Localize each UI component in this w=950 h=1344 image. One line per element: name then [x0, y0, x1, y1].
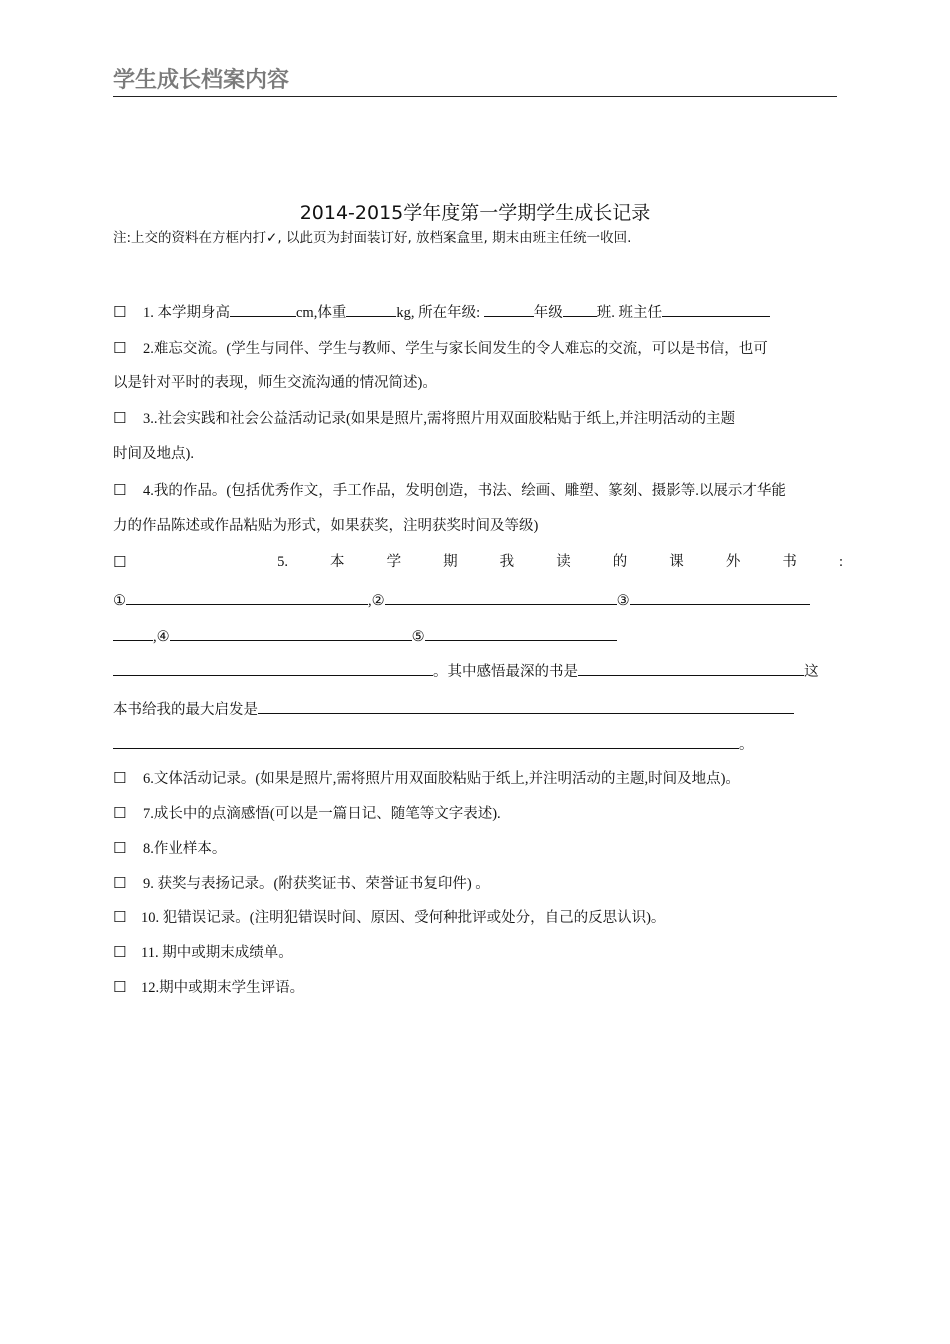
- item-12-text: 12.期中或期末学生评语。: [141, 980, 305, 996]
- item-9-text: 9. 获奖与表扬记录。(附获奖证书、荣誉证书复印件) 。: [143, 876, 490, 892]
- item-6-text: 6.文体活动记录。(如果是照片,需将照片用双面胶粘贴于纸上,并注明活动的主题,时间及地点)。: [143, 771, 740, 787]
- book-3-field-cont[interactable]: [113, 625, 153, 641]
- book-3-field[interactable]: [630, 589, 810, 605]
- item-1-text-c: kg, 所在年级:: [396, 305, 484, 321]
- item-1-text-e: 班. 班主任: [596, 305, 662, 321]
- checkbox-item-4[interactable]: ☐: [113, 481, 127, 499]
- item-5-word: :: [838, 554, 843, 570]
- item-8-row: [113, 837, 843, 860]
- most-moved-label: 。其中感悟最深的书是: [433, 664, 578, 680]
- item-5-word: 的: [612, 554, 628, 570]
- item-5-word: 课: [669, 554, 684, 570]
- item-1-text-d: 年级: [533, 305, 563, 321]
- weight-field[interactable]: [346, 301, 396, 317]
- checkbox-item-5[interactable]: ☐: [113, 553, 127, 571]
- books-row-3: [113, 660, 843, 683]
- books-row-2: [113, 625, 843, 648]
- item-5-word: 本: [330, 554, 345, 570]
- checkbox-item-12[interactable]: ☐: [113, 978, 127, 996]
- most-moved-book-field[interactable]: [578, 660, 804, 676]
- checkbox-item-9[interactable]: ☐: [113, 874, 127, 892]
- item-4-line-1: 4.我的作品。(包括优秀作文，手工作品，发明创造，书法、绘画、雕塑、篆刻、摄影等.以展示才华能: [143, 483, 786, 499]
- book-1-field[interactable]: [126, 589, 368, 605]
- checkbox-item-2[interactable]: ☐: [113, 339, 127, 357]
- checkbox-item-10[interactable]: ☐: [113, 908, 127, 926]
- book-number-1: ①: [113, 593, 126, 609]
- item-9-row: [113, 872, 843, 895]
- item-1-row: [113, 301, 843, 324]
- item-8-text: 8.作业样本。: [143, 841, 227, 857]
- item-5-word: 期: [443, 554, 458, 570]
- item-4-row: [113, 479, 843, 502]
- item-7-text: 7.成长中的点滴感悟(可以是一篇日记、随笔等文字表述).: [143, 806, 501, 822]
- head-teacher-field[interactable]: [662, 301, 770, 317]
- inspiration-row: [113, 698, 843, 721]
- book-number-3: ③: [616, 593, 630, 609]
- item-10-text: 10. 犯错误记录。(注明犯错误时间、原因、受何种批评或处分，自己的反思认识)。: [141, 910, 666, 926]
- book-number-4: ,④: [153, 629, 170, 645]
- checkbox-item-8[interactable]: ☐: [113, 839, 127, 857]
- checkbox-item-7[interactable]: ☐: [113, 804, 127, 822]
- grade-field[interactable]: [484, 301, 534, 317]
- instruction-note: 注:上交的资料在方框内打✓, 以此页为封面装订好, 放档案盒里, 期末由班主任统一收回.: [113, 230, 632, 246]
- inspiration-end: 。: [739, 737, 754, 753]
- document-title: 2014-2015学年度第一学期学生成长记录: [299, 202, 651, 224]
- header-title: 学生成长档案内容: [113, 68, 290, 93]
- books-row-1: [113, 589, 843, 612]
- item-11-row: [113, 941, 843, 964]
- checkbox-item-6[interactable]: ☐: [113, 769, 127, 787]
- inspiration-label: 本书给我的最大启发是: [113, 702, 258, 718]
- inspiration-row-2: [113, 733, 843, 756]
- item-6-row: [113, 767, 843, 790]
- checkbox-item-3[interactable]: ☐: [113, 409, 127, 427]
- item-7-row: [113, 802, 843, 825]
- item-2-row: [113, 337, 843, 360]
- height-field[interactable]: [230, 301, 296, 317]
- item-5-word: 书: [782, 554, 797, 570]
- book-4-field[interactable]: [170, 625, 412, 641]
- item-2-line-1: 2.难忘交流。(学生与同伴、学生与教师、学生与家长间发生的令人难忘的交流，可以是书信，也可: [143, 341, 768, 357]
- this-label: 这: [804, 664, 819, 680]
- item-2-line-2: 以是针对平时的表现，师生交流沟通的情况简述)。: [113, 375, 437, 391]
- item-5-row: [113, 551, 843, 573]
- inspiration-field[interactable]: [258, 698, 794, 714]
- item-5-word: 学: [386, 554, 402, 570]
- checkbox-item-1[interactable]: ☐: [113, 303, 127, 321]
- book-5-field-cont[interactable]: [113, 660, 433, 676]
- item-5-word: 我: [499, 554, 515, 570]
- item-10-row: [113, 906, 843, 929]
- item-11-text: 11. 期中或期末成绩单。: [141, 945, 293, 961]
- checkbox-item-11[interactable]: ☐: [113, 943, 127, 961]
- item-12-row: [113, 976, 843, 999]
- book-number-2: ,②: [368, 593, 385, 609]
- item-3-line-2: 时间及地点).: [113, 446, 194, 462]
- item-3-line-1: 3..社会实践和社会公益活动记录(如果是照片,需将照片用双面胶粘贴于纸上,并注明活动的主题: [143, 411, 736, 427]
- book-number-5: ⑤: [411, 629, 425, 645]
- inspiration-field-cont[interactable]: [113, 733, 739, 749]
- item-4-line-2: 力的作品陈述或作品粘贴为形式，如果获奖，注明获奖时间及等级): [113, 518, 539, 534]
- item-1-text-b: cm,体重: [296, 305, 347, 321]
- item-5-word: 读: [556, 554, 571, 570]
- item-5-word: 外: [725, 554, 741, 570]
- book-5-field[interactable]: [425, 625, 617, 641]
- book-2-field[interactable]: [385, 589, 617, 605]
- item-5-word: 5.: [277, 554, 288, 570]
- item-3-row: [113, 407, 843, 430]
- class-field[interactable]: [563, 301, 597, 317]
- item-1-text-a: 1. 本学期身高: [143, 305, 230, 321]
- page-header: [113, 66, 837, 97]
